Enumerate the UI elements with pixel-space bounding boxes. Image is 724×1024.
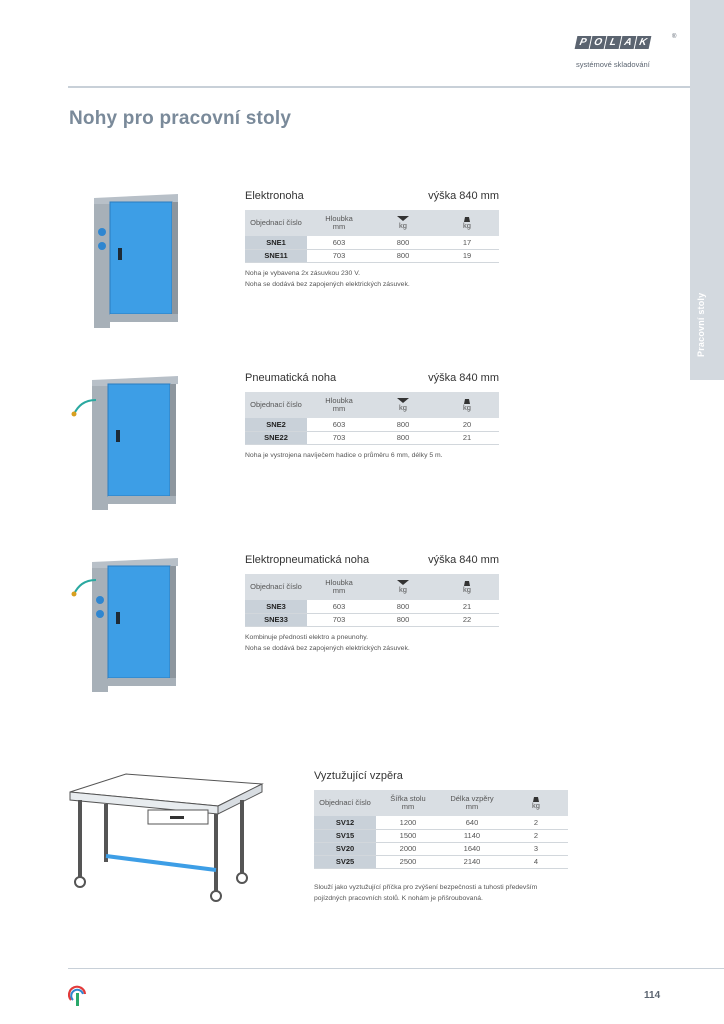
cabinet-pneumatic-illustration: [64, 370, 184, 520]
note-line: Noha se dodává bez zapojených elektrických zásuvek.: [245, 281, 410, 288]
table-row: [314, 829, 568, 842]
col-order-no: Objednací číslo: [314, 790, 376, 816]
load-value: 800: [371, 613, 435, 626]
note-line: Noha je vystrojena navíječem hadice o průměru 6 mm, délky 5 m.: [245, 452, 443, 459]
product-height: výška 840 mm: [428, 554, 499, 566]
length-value: 1140: [440, 829, 504, 842]
spec-table-header: [245, 574, 499, 600]
table-row: [245, 236, 499, 249]
order-code: SV15: [314, 829, 376, 842]
depth-value: 603: [307, 418, 371, 431]
spec-table-header: [245, 210, 499, 236]
depth-value: 603: [307, 236, 371, 249]
order-code: SNE33: [245, 613, 307, 626]
product-height: výška 840 mm: [428, 372, 499, 384]
col-brace-length: Délka vzpěry mm: [440, 790, 504, 816]
length-value: 2140: [440, 855, 504, 868]
order-code: SNE2: [245, 418, 307, 431]
width-value: 2000: [376, 842, 440, 855]
load-value: 800: [371, 249, 435, 262]
table-row: [314, 816, 568, 829]
col-order-no: Objednací číslo: [245, 392, 307, 418]
header-divider: [68, 86, 690, 88]
product-header: [245, 554, 499, 570]
product-section: [245, 190, 499, 300]
product-section: [245, 372, 499, 472]
width-value: 2500: [376, 855, 440, 868]
weight-value: 20: [435, 418, 499, 431]
table-row: [245, 431, 499, 444]
cabinet-electric-illustration: [86, 188, 186, 338]
weight-value: 4: [504, 855, 568, 868]
workbench-brace-illustration: [66, 770, 266, 910]
weight-value: 17: [435, 236, 499, 249]
product-notes: [245, 450, 443, 461]
order-code: SV12: [314, 816, 376, 829]
order-code: SNE22: [245, 431, 307, 444]
note-line: Kombinuje přednosti elektro a pneunohy.: [245, 634, 369, 641]
col-weight: kg: [504, 790, 568, 816]
order-code: SV20: [314, 842, 376, 855]
spec-table-header: [245, 392, 499, 418]
col-load: kg: [371, 574, 435, 600]
load-value: 800: [371, 431, 435, 444]
note-line: Noha se dodává bez zapojených elektrických zásuvek.: [245, 645, 410, 652]
brand-logo: [576, 36, 676, 72]
spec-table-header: [314, 790, 568, 816]
table-row: [314, 842, 568, 855]
order-code: SNE1: [245, 236, 307, 249]
spec-table: [245, 392, 499, 445]
load-value: 800: [371, 600, 435, 613]
note-line: Slouží jako vyztužující příčka pro zvýšení bezpečnosti a tuhosti především: [314, 884, 538, 891]
col-load: kg: [371, 210, 435, 236]
order-code: SNE3: [245, 600, 307, 613]
table-row: [314, 855, 568, 868]
order-code: SNE11: [245, 249, 307, 262]
weight-value: 21: [435, 431, 499, 444]
note-line: pojízdných pracovních stolů. K nohám je přišroubovaná.: [314, 895, 483, 902]
product-name: Elektropneumatická noha: [245, 554, 370, 566]
product-header: [314, 770, 568, 786]
spec-table: [245, 210, 499, 263]
depth-value: 703: [307, 249, 371, 262]
weight-value: 21: [435, 600, 499, 613]
col-depth: Hloubka mm: [307, 210, 371, 236]
col-weight: kg: [435, 210, 499, 236]
brace-notes: [314, 882, 537, 904]
col-load: kg: [371, 392, 435, 418]
col-table-width: Šířka stolu mm: [376, 790, 440, 816]
weight-value: 2: [504, 829, 568, 842]
length-value: 1640: [440, 842, 504, 855]
depth-value: 703: [307, 431, 371, 444]
product-section: [245, 554, 499, 664]
width-value: 1500: [376, 829, 440, 842]
product-header: [245, 190, 499, 206]
cabinet-electropneumatic-illustration: [64, 552, 184, 702]
order-code: SV25: [314, 855, 376, 868]
side-tab-label: Pracovní stoly: [696, 292, 706, 358]
brand-registered-mark: ®: [672, 34, 677, 40]
col-order-no: Objednací číslo: [245, 574, 307, 600]
note-line: Noha je vybavena 2x zásuvkou 230 V.: [245, 270, 360, 277]
load-value: 800: [371, 418, 435, 431]
weight-value: 19: [435, 249, 499, 262]
table-row: [245, 249, 499, 262]
footer-divider: [68, 968, 724, 969]
col-depth: Hloubka mm: [307, 574, 371, 600]
brand-wordmark: P O L A K: [576, 36, 676, 49]
page-number: 114: [644, 990, 661, 1001]
load-value: 800: [371, 236, 435, 249]
product-notes: [245, 632, 410, 654]
table-row: [245, 418, 499, 431]
product-name: Elektronoha: [245, 190, 304, 202]
col-weight: kg: [435, 392, 499, 418]
col-order-no: Objednací číslo: [245, 210, 307, 236]
weight-value: 22: [435, 613, 499, 626]
col-depth: Hloubka mm: [307, 392, 371, 418]
product-notes: [245, 268, 410, 290]
product-height: výška 840 mm: [428, 190, 499, 202]
col-weight: kg: [435, 574, 499, 600]
product-header: [245, 372, 499, 388]
weight-value: 2: [504, 816, 568, 829]
footer-brand-icon: [68, 984, 88, 1008]
depth-value: 703: [307, 613, 371, 626]
spec-table: [314, 790, 568, 869]
table-row: [245, 600, 499, 613]
product-name: Pneumatická noha: [245, 372, 337, 384]
product-name: Vyztužující vzpěra: [314, 770, 403, 782]
table-row: [245, 613, 499, 626]
depth-value: 603: [307, 600, 371, 613]
length-value: 640: [440, 816, 504, 829]
brace-section: [314, 770, 568, 910]
spec-table: [245, 574, 499, 627]
page-title: Nohy pro pracovní stoly: [69, 108, 292, 129]
brand-tagline: systémové skladování: [576, 60, 650, 69]
weight-value: 3: [504, 842, 568, 855]
width-value: 1200: [376, 816, 440, 829]
